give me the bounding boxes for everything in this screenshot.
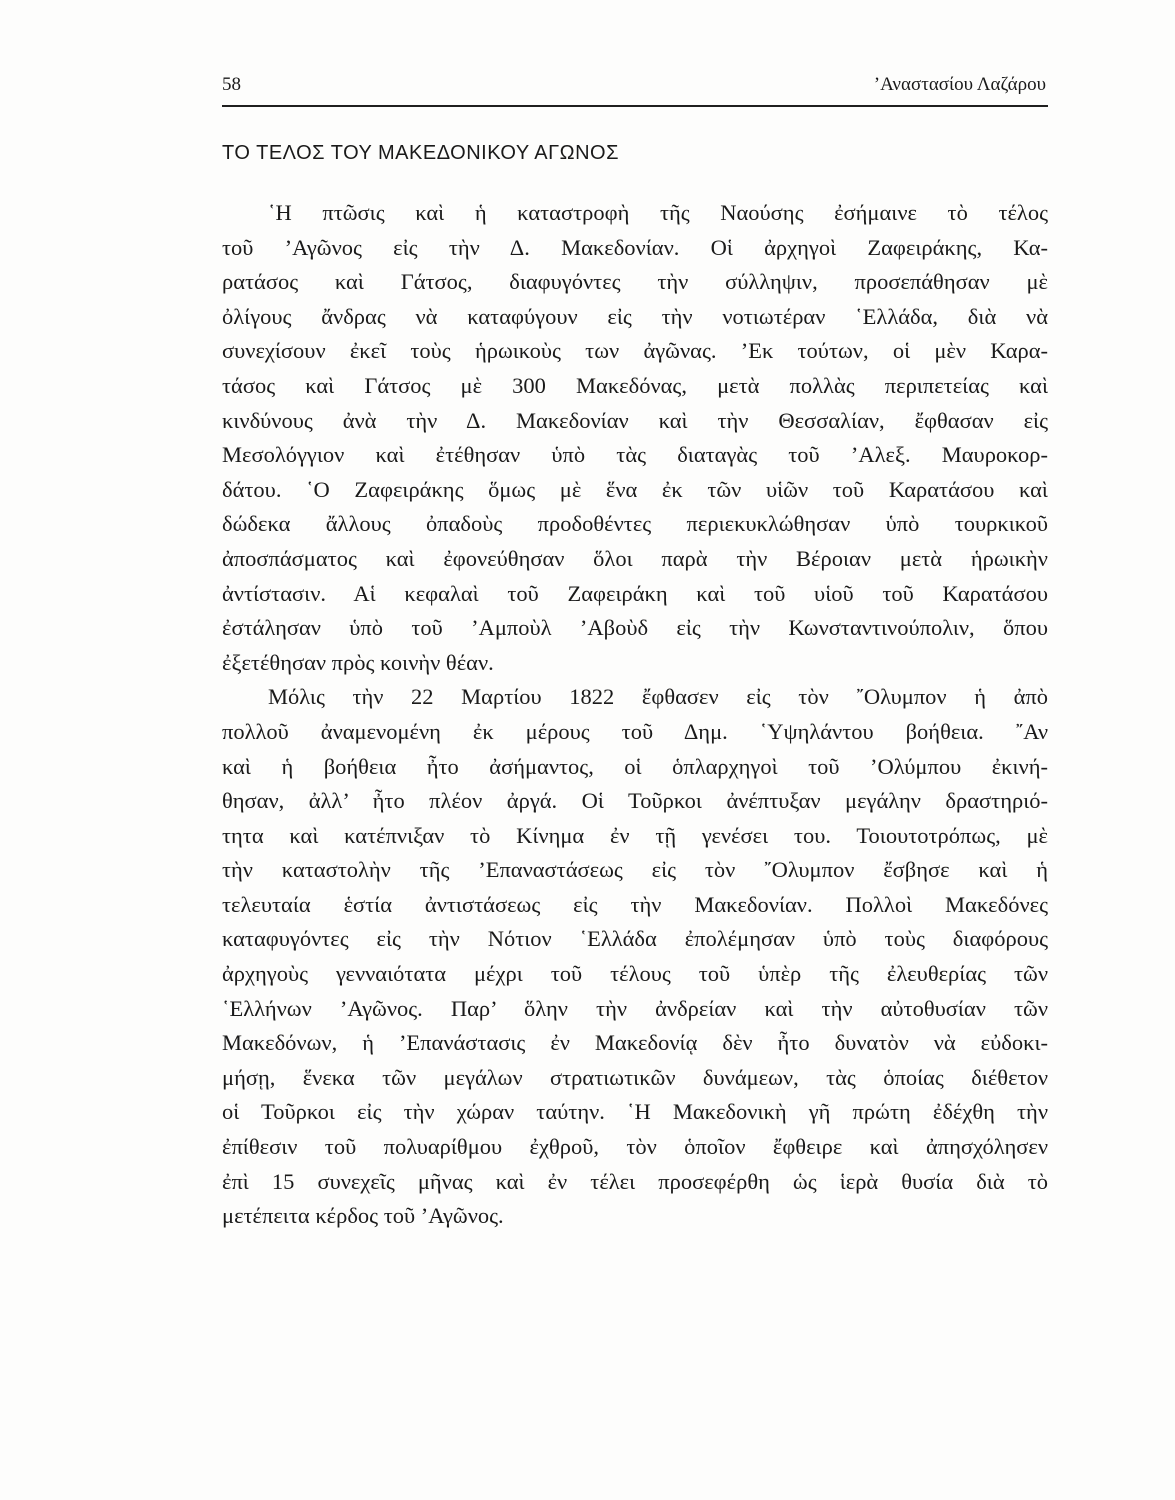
- text-line: θησαν, ἀλλ’ ἦτο πλέον ἀργά. Οἱ Τοῦρκοι ἀνέπτυξαν μεγάλην δραστηριό-: [222, 788, 1048, 814]
- text-line: κινδύνους ἀνὰ τὴν Δ. Μακεδονίαν καὶ τὴν Θεσσαλίαν, ἔφθασαν εἰς: [222, 407, 1048, 433]
- text-line: ἀποσπάσματος καὶ ἐφονεύθησαν ὅλοι παρὰ τὴν Βέροιαν μετὰ ἡρωικὴν: [222, 545, 1048, 571]
- text-line: ῾Ελλήνων ’Αγῶνος. Παρ’ ὅλην τὴν ἀνδρείαν καὶ τὴν αὐτοθυσίαν τῶν: [222, 995, 1048, 1021]
- header-rule: [222, 105, 1048, 107]
- text-line: ἐστάλησαν ὑπὸ τοῦ ’Αμποὺλ ’Αβοὺδ εἰς τὴν Κωνσταντινούπολιν, ὅπου: [222, 615, 1048, 641]
- text-line: Μεσολόγγιον καὶ ἐτέθησαν ὑπὸ τὰς διαταγὰς τοῦ ’Αλεξ. Μαυροκορ-: [222, 442, 1048, 468]
- text-line: τελευταία ἑστία ἀντιστάσεως εἰς τὴν Μακεδονίαν. Πολλοὶ Μακεδόνες: [222, 891, 1048, 917]
- paragraph: [222, 680, 1048, 1234]
- running-author: ’Αναστασίου Λαζάρου: [873, 74, 1046, 95]
- chapter-title: ΤΟ ΤΕΛΟΣ ΤΟΥ ΜΑΚΕΔΟΝΙΚΟΥ ΑΓΩΝΟΣ: [222, 142, 619, 164]
- text-line: μετέπειτα κέρδος τοῦ ’Αγῶνος.: [222, 1203, 504, 1229]
- page-number: 58: [222, 74, 241, 95]
- text-line: μήσῃ, ἕνεκα τῶν μεγάλων στρατιωτικῶν δυνάμεων, τὰς ὁποίας διέθετον: [222, 1064, 1048, 1090]
- text-line: δάτου. ῾Ο Ζαφειράκης ὅμως μὲ ἕνα ἐκ τῶν υἱῶν τοῦ Καρατάσου καὶ: [222, 476, 1048, 502]
- text-line: ὀλίγους ἄνδρας νὰ καταφύγουν εἰς τὴν νοτιωτέραν ῾Ελλάδα, διὰ νὰ: [222, 303, 1048, 329]
- text-line: καὶ ἡ βοήθεια ἦτο ἀσήμαντος, οἱ ὁπλαρχηγοὶ τοῦ ’Ολύμπου ἐκινή-: [222, 753, 1048, 779]
- text-line: ἀρχηγοὺς γενναιότατα μέχρι τοῦ τέλους τοῦ ὑπὲρ τῆς ἐλευθερίας τῶν: [222, 961, 1048, 987]
- text-line: τὴν καταστολὴν τῆς ’Επαναστάσεως εἰς τὸν ῎Ολυμπον ἔσβησε καὶ ἡ: [222, 857, 1048, 883]
- text-line: συνεχίσουν ἐκεῖ τοὺς ἡρωικοὺς των ἀγῶνας. ’Εκ τούτων, οἱ μὲν Καρα-: [222, 338, 1048, 364]
- paragraph: [222, 196, 1048, 680]
- text-line: τάσος καὶ Γάτσος μὲ 300 Μακεδόνας, μετὰ πολλὰς περιπετείας καὶ: [222, 372, 1048, 398]
- text-line: ἐξετέθησαν πρὸς κοινὴν θέαν.: [222, 649, 494, 675]
- text-line: ρατάσος καὶ Γάτσος, διαφυγόντες τὴν σύλληψιν, προσεπάθησαν μὲ: [222, 269, 1048, 295]
- text-line: Μόλις τὴν 22 Μαρτίου 1822 ἔφθασεν εἰς τὸν ῎Ολυμπον ἡ ἀπὸ: [268, 684, 1048, 710]
- text-line: ἐπίθεσιν τοῦ πολυαρίθμου ἐχθροῦ, τὸν ὁποῖον ἔφθειρε καὶ ἀπησχόλησεν: [222, 1134, 1048, 1160]
- text-line: ἀντίστασιν. Αἱ κεφαλαὶ τοῦ Ζαφειράκη καὶ τοῦ υἱοῦ τοῦ Καρατάσου: [222, 580, 1048, 606]
- body-text: [222, 196, 1048, 1234]
- text-line: οἱ Τοῦρκοι εἰς τὴν χώραν ταύτην. ῾Η Μακεδονικὴ γῆ πρώτη ἐδέχθη τὴν: [222, 1099, 1048, 1125]
- text-line: τητα καὶ κατέπνιξαν τὸ Κίνημα ἐν τῇ γενέσει του. Τοιουτοτρόπως, μὲ: [222, 822, 1048, 848]
- text-line: ἐπὶ 15 συνεχεῖς μῆνας καὶ ἐν τέλει προσεφέρθη ὡς ἱερὰ θυσία διὰ τὸ: [222, 1168, 1048, 1194]
- text-line: Μακεδόνων, ἡ ’Επανάστασις ἐν Μακεδονίᾳ δὲν ἦτο δυνατὸν νὰ εὐδοκι-: [222, 1030, 1048, 1056]
- text-line: πολλοῦ ἀναμενομένη ἐκ μέρους τοῦ Δημ. ῾Υψηλάντου βοήθεια. ῎Αν: [222, 718, 1048, 744]
- running-header: [222, 74, 1046, 104]
- text-line: καταφυγόντες εἰς τὴν Νότιον ῾Ελλάδα ἐπολέμησαν ὑπὸ τοὺς διαφόρους: [222, 926, 1048, 952]
- text-line: ῾Η πτῶσις καὶ ἡ καταστροφὴ τῆς Ναούσης ἐσήμαινε τὸ τέλος: [268, 200, 1048, 225]
- text-line: δώδεκα ἄλλους ὀπαδοὺς προδοθέντες περιεκυκλώθησαν ὑπὸ τουρκικοῦ: [222, 511, 1048, 537]
- text-line: τοῦ ’Αγῶνος εἰς τὴν Δ. Μακεδονίαν. Οἱ ἀρχηγοὶ Ζαφειράκης, Κα-: [222, 234, 1048, 260]
